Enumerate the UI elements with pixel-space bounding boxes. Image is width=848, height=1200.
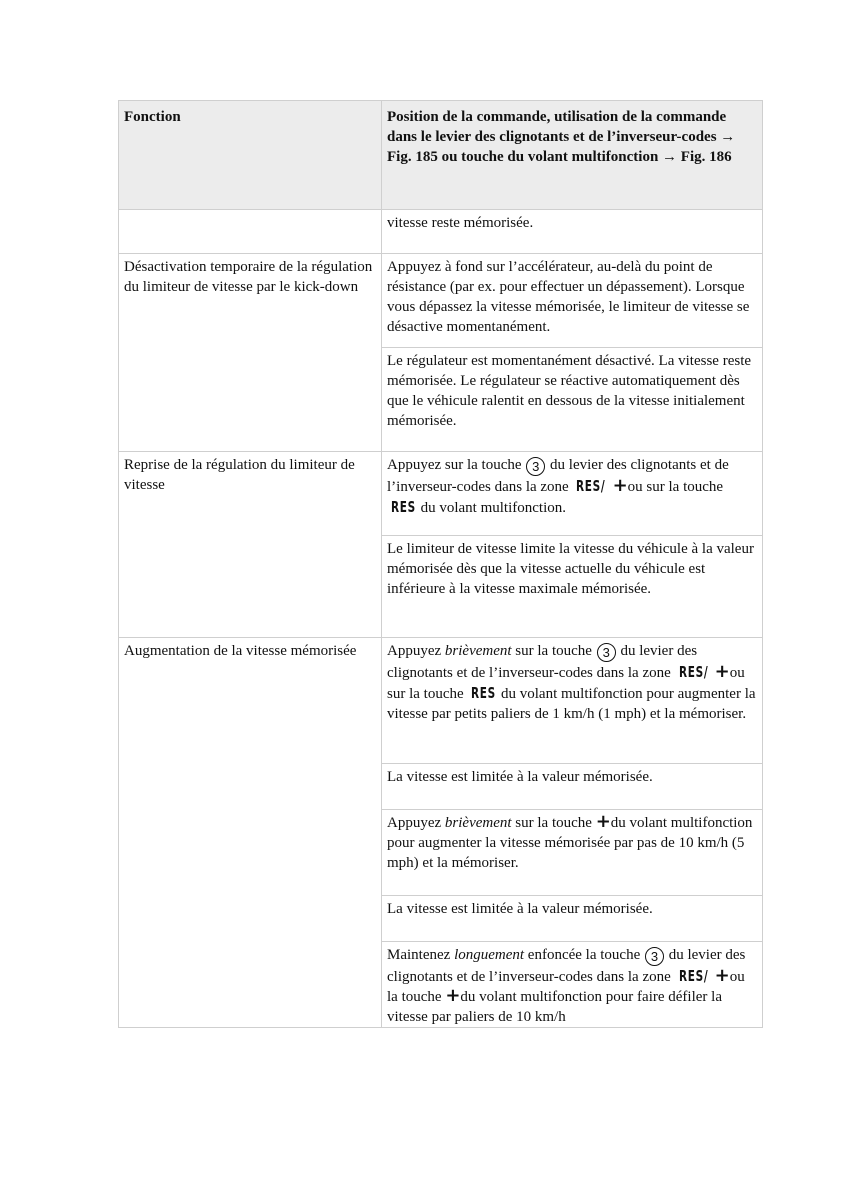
- plus-icon: +: [595, 811, 611, 832]
- emphasis-text: longuement: [454, 947, 525, 963]
- cell-text: Appuyez à fond sur l’accélérateur, au-delà du point de résistance (par ex. pour effectuer un dépassement). Lorsque vous dépassez la vitesse mémorisée, le limiteur de vitesse se désactive momentanément.: [387, 259, 750, 335]
- cell-text: ou sur la touche: [627, 479, 724, 495]
- emphasis-text: brièvement: [444, 643, 512, 659]
- table-cell: [119, 210, 382, 254]
- cell-text: Le régulateur est momentanément désactivé. La vitesse reste mémorisée. Le régulateur se réactive automatiquement dès que le véhicule ralentit en dessous de la vitesse initialement mémorisée.: [387, 353, 752, 429]
- cell-text: du levier des clignotants et de l’inverseur-codes dans la zone: [387, 457, 729, 495]
- plus-icon: +: [714, 965, 730, 986]
- cell-text: du volant multifonction pour faire défiler la vitesse par paliers de 10 km/h: [387, 989, 722, 1025]
- function-cell: [119, 638, 382, 1028]
- table-cell: [382, 254, 763, 348]
- plus-icon: +: [714, 661, 730, 682]
- function-label: Désactivation temporaire de la régulation du limiteur de vitesse par le kick-down: [124, 259, 373, 295]
- cell-text: sur la touche: [511, 815, 596, 831]
- header-col-position: [382, 101, 763, 210]
- header-col-function: [119, 101, 382, 210]
- function-cell: [119, 254, 382, 452]
- fig-185-link[interactable]: → Fig. 185: [387, 129, 736, 165]
- table-row: [119, 452, 763, 536]
- cell-text: La vitesse est limitée à la valeur mémorisée.: [387, 769, 653, 785]
- function-table: [118, 100, 763, 1028]
- header-function-label: Fonction: [124, 109, 181, 125]
- table-cell: [382, 764, 763, 810]
- table-cell: [382, 536, 763, 638]
- cell-text: du volant multifonction pour augmenter la vitesse par petits paliers de 1 km/h (1 mph) et la mémoriser.: [387, 686, 756, 722]
- table-row: [119, 638, 763, 764]
- table-cell: [382, 348, 763, 452]
- table-cell: [382, 942, 763, 1028]
- cell-text: enfoncée la touche: [524, 947, 644, 963]
- res-key-label: RES/: [576, 477, 606, 495]
- table-cell: [382, 638, 763, 764]
- table-row: [119, 254, 763, 348]
- header-position-text: Position de la commande, utilisation de la commande dans le levier des clignotants et de l’inverseur-codes: [387, 109, 727, 145]
- res-key-label: RES: [471, 684, 497, 702]
- res-key-label: RES/: [678, 663, 708, 681]
- res-key-label: RES/: [678, 967, 708, 985]
- cell-text: ou la touche: [387, 969, 745, 1005]
- cell-text: du volant multifonction.: [420, 500, 567, 516]
- cell-text: sur la touche: [511, 643, 596, 659]
- table-header-row: [119, 101, 763, 210]
- cell-text: Maintenez: [387, 947, 455, 963]
- emphasis-text: brièvement: [444, 815, 512, 831]
- circled-number-badge: 3: [597, 643, 616, 662]
- cell-text: du levier des clignotants et de l’inverseur-codes dans la zone: [387, 947, 746, 985]
- cell-text: du volant multifonction pour augmenter la vitesse mémorisée par pas de 10 km/h (5 mph) et la mémoriser.: [387, 815, 753, 871]
- plus-icon: +: [612, 475, 628, 496]
- fig-186-link[interactable]: → Fig. 186: [662, 149, 732, 165]
- header-position-text-2: ou touche du volant multifonction: [437, 149, 663, 165]
- table-row: [119, 210, 763, 254]
- res-key-label: RES: [391, 498, 416, 516]
- table-cell: [382, 210, 763, 254]
- plus-icon: +: [445, 985, 461, 1006]
- table-cell: [382, 896, 763, 942]
- cell-text: du levier des clignotants et de l’inverseur-codes dans la zone: [387, 643, 698, 681]
- circled-number-badge: 3: [526, 457, 545, 476]
- cell-text: vitesse reste mémorisée.: [387, 215, 534, 231]
- cell-text: ou sur la touche: [387, 665, 745, 702]
- function-label: Reprise de la régulation du limiteur de vitesse: [124, 457, 355, 493]
- cell-text: Appuyez sur la touche: [387, 457, 526, 473]
- function-label: Augmentation de la vitesse mémorisée: [124, 643, 357, 659]
- cell-text: Appuyez: [387, 815, 445, 831]
- cell-text: Le limiteur de vitesse limite la vitesse du véhicule à la valeur mémorisée dès que la vitesse actuelle du véhicule est inférieure à la vitesse maximale mémorisée.: [387, 541, 754, 597]
- cell-text: La vitesse est limitée à la valeur mémorisée.: [387, 901, 653, 917]
- cell-text: Appuyez: [387, 643, 445, 659]
- circled-number-badge: 3: [645, 947, 664, 966]
- table-cell: [382, 452, 763, 536]
- table-cell: [382, 810, 763, 896]
- function-cell: [119, 452, 382, 638]
